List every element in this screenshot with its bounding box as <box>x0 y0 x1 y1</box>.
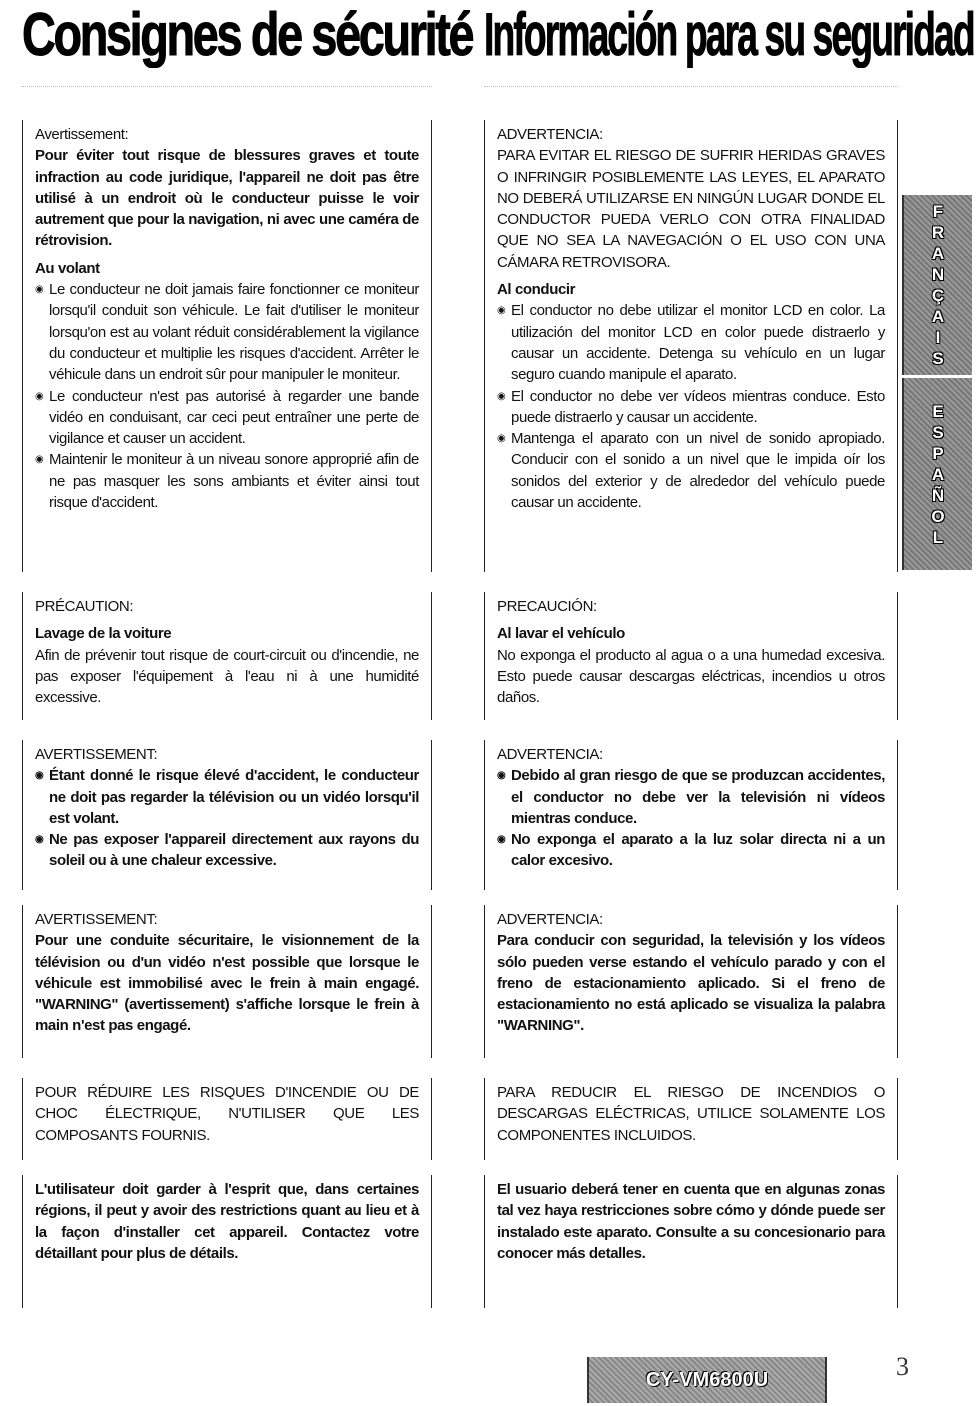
safety-section <box>22 1078 432 1160</box>
model-number: CY-VM6800U <box>645 1368 769 1391</box>
caps-warning-text: POUR RÉDUIRE LES RISQUES D'INCENDIE OU DE CHOC ÉLECTRIQUE, N'UTILISER QUE LES COMPOSANTS FOURNIS. <box>35 1084 419 1144</box>
safety-section <box>22 740 432 890</box>
tab-letter: S <box>932 422 944 442</box>
tab-letter: R <box>931 223 945 242</box>
section-heading: AVERTISSEMENT: <box>35 746 158 763</box>
safety-section <box>484 592 898 720</box>
safety-section <box>484 905 898 1058</box>
tab-espanol <box>902 378 972 570</box>
section-heading: PRÉCAUTION: <box>35 598 134 615</box>
tab-letter: I <box>935 328 941 347</box>
tab-letter: Ç <box>931 286 945 305</box>
safety-section <box>484 1078 898 1160</box>
tab-letter: F <box>932 202 944 221</box>
subheading: Al conducir <box>497 281 576 299</box>
tab-letter: E <box>932 401 944 421</box>
bullet-list <box>497 765 885 871</box>
section-heading: ADVERTENCIA: <box>497 911 603 928</box>
title-french: Consignes de sécurité <box>22 1 473 68</box>
bullet-item: ◉ Ne pas exposer l'appareil directement aux rayons du soleil ou à une chaleur excessive. <box>35 829 419 872</box>
section-heading: ADVERTENCIA: <box>497 126 603 143</box>
tab-francais <box>902 195 972 375</box>
tab-letter: O <box>931 506 945 526</box>
safety-section <box>484 120 898 572</box>
bullet-item: ◉ El conductor no debe ver vídeos mientras conduce. Esto puede distraerlo y causar un accidente. <box>497 386 885 429</box>
safety-section <box>22 905 432 1058</box>
tab-letter: A <box>931 244 945 263</box>
warning-text: Para conducir con seguridad, la televisión y los vídeos sólo pueden verse estando el vehículo parado y con el freno de estacionamiento aplicado. Si el freno de estacionamiento no está aplicado se visualiza la palabra "WARNING". <box>497 932 885 1035</box>
section-heading: Avertissement: <box>35 126 129 143</box>
tab-letter: N <box>931 265 945 284</box>
safety-section <box>484 740 898 890</box>
tab-letter: L <box>932 527 944 547</box>
bullet-item: ◉ Mantenga el aparato con un nivel de sonido apropiado. Conducir con el sonido a un nivel que le impida oír los sonidos del exterior y de alrededor del vehículo puede causar un accidente. <box>497 428 885 513</box>
subheading: Al lavar el vehículo <box>497 625 625 643</box>
bullet-list <box>35 765 419 871</box>
model-badge <box>587 1357 827 1403</box>
safety-section <box>484 1175 898 1308</box>
warning-text: L'utilisateur doit garder à l'esprit que, dans certaines régions, il peut y avoir des restrictions quant au lieu et à la façon d'installer cet appareil. Contactez votre détaillant pour plus de détails. <box>35 1181 419 1262</box>
bullet-list <box>497 300 885 513</box>
bullet-item: ◉ Le conducteur n'est pas autorisé à regarder une bande vidéo en conduisant, car ceci peut entraîner une perte de vigilance et causer un accident. <box>35 386 419 450</box>
divider <box>22 86 432 87</box>
bullet-item: ◉ Debido al gran riesgo de que se produzcan accidentes, el conductor no debe ver la televisión ni vídeos mientras conduce. <box>497 765 885 829</box>
bullet-item: ◉ No exponga el aparato a la luz solar directa ni a un calor excesivo. <box>497 829 885 872</box>
page-number: 3 <box>896 1352 909 1381</box>
safety-section <box>22 1175 432 1308</box>
body-text: No exponga el producto al agua o a una humedad excesiva. Esto puede causar descargas eléctricas, incendios u otros daños. <box>497 646 885 707</box>
safety-section <box>22 592 432 720</box>
warning-text: Pour une conduite sécuritaire, le visionnement de la télévision ou d'un vidéo n'est possible que lorsque le véhicule est immobilisé avec le frein à main engagé. "WARNING" (avertissement) s'affiche lorsque le frein à main n'est pas engagé. <box>35 932 419 1035</box>
section-heading: PRECAUCIÓN: <box>497 598 597 615</box>
subheading: Au volant <box>35 259 100 277</box>
warning-text: Pour éviter tout risque de blessures graves et toute infraction au code juridique, l'appareil ne doit pas être utilisé à un endroit où le conducteur puisse le voir autrement que pour la navigation, ni avec une caméra de rétrovision. <box>35 147 419 250</box>
bullet-list <box>35 279 419 513</box>
bullet-item: ◉ Étant donné le risque élevé d'accident, le conducteur ne doit pas regarder la télévision ou un vidéo lorsqu'il est volant. <box>35 765 419 829</box>
title-spanish: Información para su seguridad <box>484 1 974 68</box>
warning-text: El usuario deberá tener en cuenta que en algunas zonas tal vez haya restricciones sobre cómo y dónde puede ser instalado este aparato. Consulte a su concesionario para conocer más detalles. <box>497 1181 885 1262</box>
tab-letter: A <box>931 307 945 326</box>
tab-letter: S <box>932 349 944 368</box>
bullet-item: ◉ El conductor no debe utilizar el monitor LCD en color. La utilización del monitor LCD en color puede distraerlo y causar un accidente. Detenga su vehículo en un lugar seguro cuando manipule el aparato. <box>497 300 885 385</box>
section-heading: AVERTISSEMENT: <box>35 911 158 928</box>
divider <box>484 86 898 87</box>
bullet-item: ◉ Maintenir le moniteur à un niveau sonore approprié afin de ne pas masquer les sons ambiants et éviter ainsi tout risque d'accident. <box>35 449 419 513</box>
tab-letter: Ñ <box>931 485 945 505</box>
safety-section <box>22 120 432 572</box>
tab-letter: P <box>932 443 944 463</box>
section-heading: ADVERTENCIA: <box>497 746 603 763</box>
body-text: Afin de prévenir tout risque de court-circuit ou d'incendie, ne pas exposer l'équipement à l'eau ni à une humidité excessive. <box>35 646 419 707</box>
caps-warning-text: PARA EVITAR EL RIESGO DE SUFRIR HERIDAS GRAVES O INFRINGIR POSIBLEMENTE LAS LEYES, EL APARATO NO DEBERÁ UTILIZARSE EN NINGÚN LUGAR DONDE EL CONDUCTOR PUEDA VERLO CON OTRA FINALIDAD QUE NO SEA LA NAVEGACIÓN O EL USO CON UNA CÁMARA RETROVISORA. <box>497 147 885 271</box>
subheading: Lavage de la voiture <box>35 625 172 643</box>
bullet-item: ◉ Le conducteur ne doit jamais faire fonctionner ce moniteur lorsqu'il conduit son véhicule. Le fait d'utiliser le moniteur lorsqu'on est au volant réduit considérablement la vigilance du conducteur et multiplie les risques d'accident. Arrêter le véhicule dans un endroit sûr pour manipuler le moniteur. <box>35 279 419 385</box>
caps-warning-text: PARA REDUCIR EL RIESGO DE INCENDIOS O DESCARGAS ELÉCTRICAS, UTILICE SOLAMENTE LOS COMPONENTES INCLUIDOS. <box>497 1084 885 1144</box>
tab-letter: A <box>931 464 945 484</box>
